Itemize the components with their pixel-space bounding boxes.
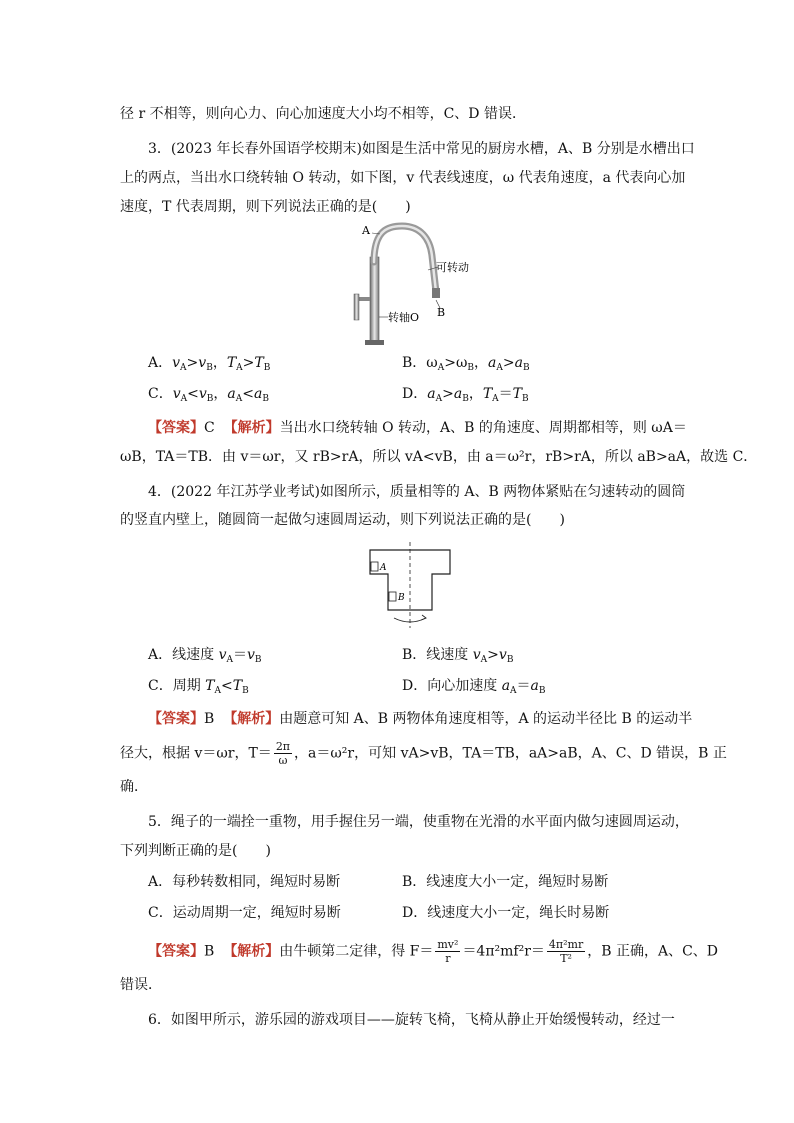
q3-fig-label-b: B — [437, 306, 446, 319]
q3-option-c: C．$v_A<v_B$，$a_A<a_B$ — [148, 386, 269, 404]
q5-force-fraction: $\frac{\text{mv²}}{r}$ — [437, 938, 459, 965]
q4-answer-line3: 确． — [120, 779, 148, 795]
q5-stem-line1: 5．绳子的一端拴一重物，用手握住另一端，使重物在光滑的水平面内做匀速圆周运动， — [148, 814, 689, 830]
q3-answer-line2: ωB，TA＝TB．由 v＝ωr，又 rB>rA，所以 vA<vB，由 a＝ω²r，rB>rA，所以 aB>aA，故选 C． — [120, 449, 758, 465]
q5-option-d: D．线速度大小一定，绳长时易断 — [402, 905, 610, 921]
q6-stem-line1: 6．如图甲所示，游乐园的游戏项目——旋转飞椅，飞椅从静止开始缓慢转动，经过一 — [148, 1012, 675, 1028]
q5-option-a: A．每秒转数相同，绳短时易断 — [148, 874, 341, 890]
q5-period-fraction: $\frac{\text{4π²mr}}{\text{T²}}$ — [548, 938, 584, 965]
q5-option-c: C．运动周期一定，绳短时易断 — [148, 905, 341, 921]
q4-stem-line1: 4．(2022 年江苏学业考试)如图所示，质量相等的 A、B 两物体紧贴在匀速转动的圆筒 — [148, 484, 686, 500]
q4-option-a: A．线速度 $v_A=v_B$ — [148, 647, 262, 665]
q4-stem-line2: 的竖直内壁上，随圆筒一起做匀速圆周运动，则下列说法正确的是( ) — [120, 512, 565, 528]
q5-answer-line1: 【答案】B 【解析】由牛顿第二定律，得 F＝ $\frac{\text{mv²}}{r}$ ＝4π²mf²r＝ $\frac{\text{4π²mr}}{\text{T²}}$ ，B 正确，A、C、D — [148, 938, 719, 965]
q4-period-fraction: $\frac{2\pi}{\omega}$ — [275, 740, 291, 767]
q3-option-b: B．$\omega_A>\omega_B$，$a_A>a_B$ — [402, 355, 530, 373]
q3-fig-label-rotatable: 可转动 — [436, 261, 469, 274]
q4-fig-label-a: A — [380, 563, 387, 573]
q4-option-b: B．线速度 $v_A>v_B$ — [402, 647, 514, 665]
q4-answer-line2: 径大，根据 v＝ωr，T＝ $\frac{2\pi}{\omega}$ ，a＝ω²r，可知 vA>vB，TA＝TB，aA>aB，A、C、D 错误，B 正 — [120, 740, 727, 767]
q4-fig-label-b: B — [398, 593, 405, 603]
q3-stem-line3: 速度，T 代表周期，则下列说法正确的是( ) — [120, 199, 411, 215]
q3-fig-label-axis: 转轴O — [388, 311, 420, 324]
q5-stem-line2: 下列判断正确的是( ) — [120, 843, 271, 859]
q4-option-d: D．向心加速度 $a_A=a_B$ — [402, 678, 546, 696]
intro-line: 径 r 不相等，则向心力、向心加速度大小均不相等，C、D 错误． — [120, 106, 526, 122]
q5-option-b: B．线速度大小一定，绳短时易断 — [402, 874, 609, 890]
q3-option-a: A．$v_A>v_B$，$T_A>T_B$ — [148, 355, 271, 373]
q3-stem-line1: 3．(2023 年长春外国语学校期末)如图是生活中常见的厨房水槽，A、B 分别是水槽出口 — [148, 141, 695, 157]
cylinder-figure — [360, 540, 460, 630]
q3-option-d: D．$a_A>a_B$，$T_A=T_B$ — [402, 386, 529, 404]
q4-answer-line1: 【答案】B 【解析】由题意可知 A、B 两物体角速度相等，A 的运动半径比 B 的运动半 — [148, 711, 693, 727]
q3-stem-line2: 上的两点，当出水口绕转轴 O 转动，如下图，v 代表线速度，ω 代表角速度，a 代表向心加 — [120, 170, 686, 186]
faucet-figure — [350, 222, 510, 347]
q5-answer-line2: 错误． — [120, 977, 162, 993]
q4-option-c: C．周期 $T_A<T_B$ — [148, 678, 249, 696]
q3-answer-line1: 【答案】C 【解析】当出水口绕转轴 O 转动，A、B 的角速度、周期都相等，则 ωA＝ — [148, 420, 687, 436]
q3-fig-label-a: A — [362, 224, 370, 237]
